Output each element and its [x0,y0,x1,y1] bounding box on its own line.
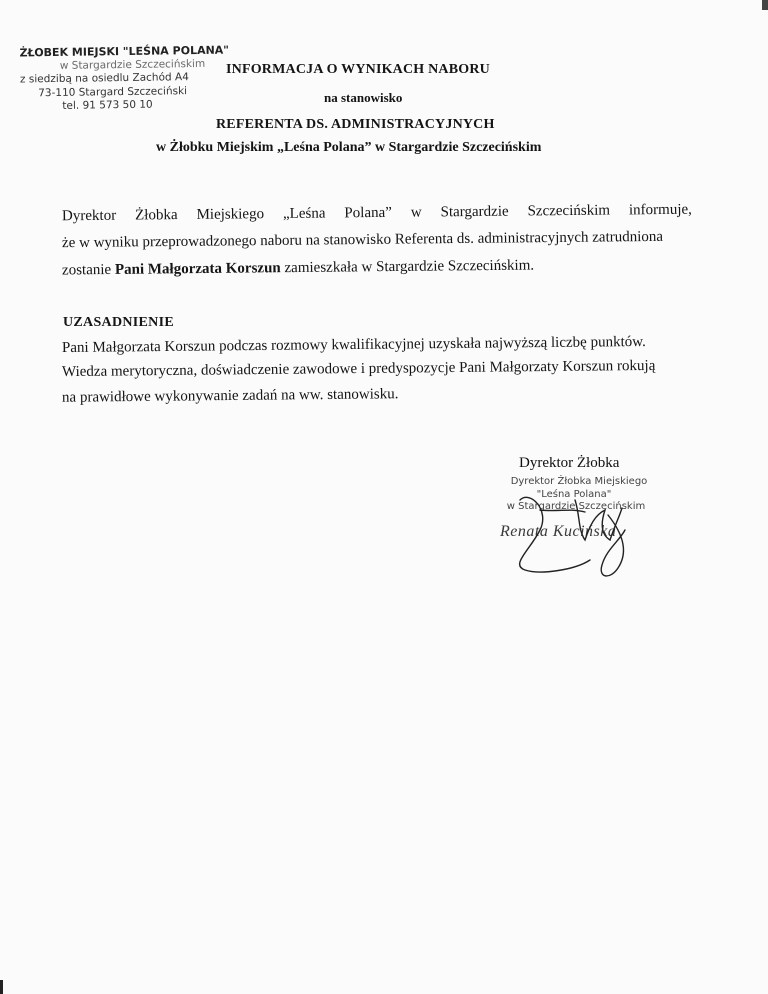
word: Stargardzie [440,203,509,221]
justification-line-2: Wiedza merytoryczna, doświadczenie zawodowe i predyspozycje Pani Małgorzaty Korszun rokują [61,357,656,381]
word: Polana” [344,204,392,222]
text-suffix: zamieszkała w Stargardzie Szczecińskim. [280,257,535,277]
justification-line-1: Pani Małgorzata Korszun podczas rozmowy kwalifikacyjnej uzyskała najwyższą liczbę punktów. [61,333,646,357]
document-title: INFORMACJA O WYNIKACH NABORU [226,62,490,77]
text-prefix: zostanie [61,261,115,279]
justification-line-3: na prawidłowe wykonywanie zadań na ww. stanowisku. [61,386,399,406]
word: w [410,204,422,221]
scan-edge-mark [762,0,768,10]
document-subtitle: na stanowisko [324,90,403,105]
stamp-line-name: ŻŁOBEK MIEJSKI "LEŚNA POLANA" [19,43,230,60]
signature-title: Dyrektor Żłobka [519,455,620,471]
signer-name: Renata Kucińska [500,523,617,540]
word: „Leśna [282,205,326,222]
paragraph-line-2: że w wyniku przeprowadzonego naboru na stanowisko Referenta ds. administracyjnych zatrudniona [61,228,664,252]
stamp-line-phone: tel. 91 573 50 10 [62,98,153,112]
justification-heading: UZASADNIENIE [63,315,174,330]
handwritten-signature [480,470,660,590]
stamp-line-address: z siedzibą na osiedlu Zachód A4 [19,71,189,86]
director-stamp-line-3: w Stargardzie Szczecińskim [506,501,646,512]
scan-edge-mark [0,980,3,994]
word: Miejskiego [196,206,265,223]
word: Szczecińskim [527,202,611,220]
institution-stamp [20,44,231,114]
word: Dyrektor [61,207,117,225]
stamp-line-postal: 73-110 Stargard Szczeciński [38,84,188,99]
paragraph-line-1 [62,202,692,226]
paragraph-line-3 [62,258,534,280]
workplace-title: w Żłobku Miejskim „Leśna Polana” w Stargardzie Szczecińskim [156,140,542,155]
word: Żłobka [135,207,178,224]
position-title: REFERENTA DS. ADMINISTRACYJNYCH [216,117,495,132]
director-stamp-line-2: "Leśna Polana" [536,488,612,500]
candidate-name: Pani Małgorzata Korszun [114,260,281,278]
word: informuje, [628,201,692,219]
stamp-line-city: w Stargardzie Szczecińskim [59,57,206,72]
director-stamp-line-1: Dyrektor Żłobka Miejskiego [510,476,648,487]
